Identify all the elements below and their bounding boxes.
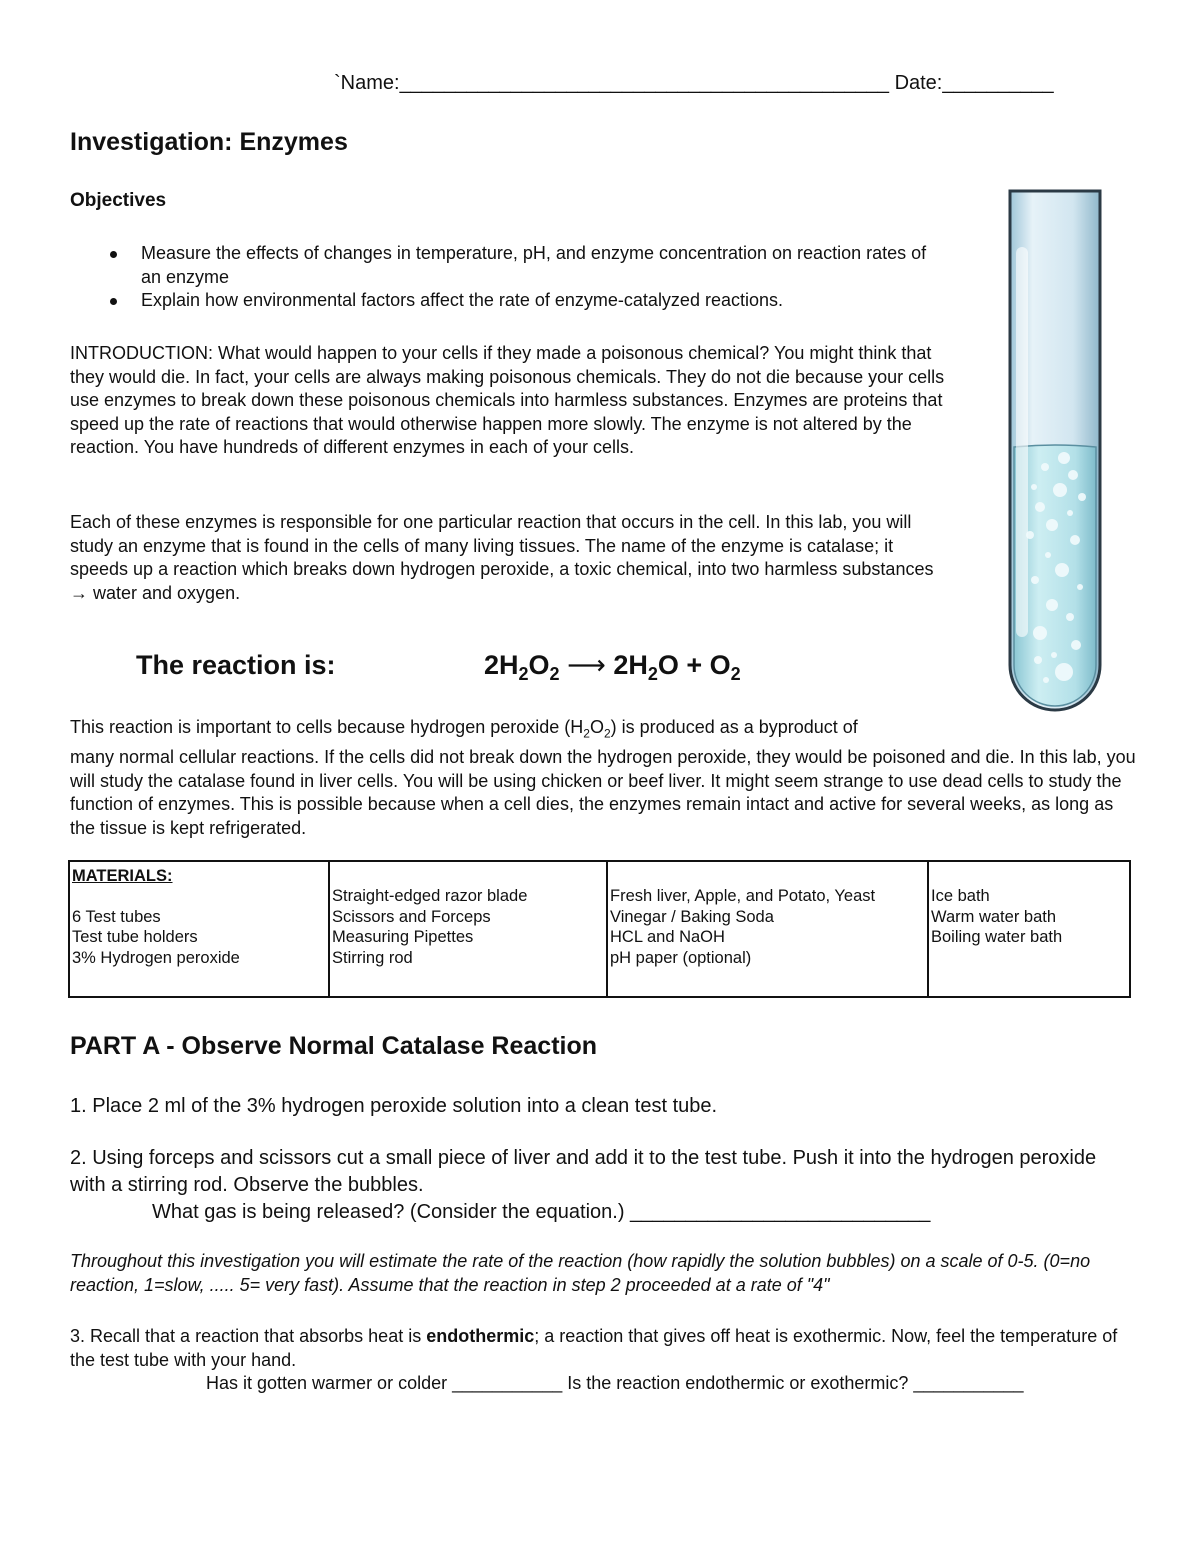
- materials-heading: MATERIALS:: [72, 867, 173, 885]
- step-1: 1. Place 2 ml of the 3% hydrogen peroxide solution into a clean test tube.: [70, 1095, 718, 1117]
- catalase-paragraph: Each of these enzymes is responsible for one particular reaction that occurs in the cell. In this lab, you will study an enzyme that is found in the cells of many living tissues. The name of the enzyme is catalase; it speeds up a reaction which breaks down hydrogen peroxide, a toxic chemical, into two harmless substances → water and oxygen.: [70, 512, 934, 603]
- date-blank[interactable]: __________: [942, 72, 1054, 94]
- reaction-equation: $2H_2O_2$ ⟶ $2H_2O + O_2$: [484, 650, 741, 684]
- reaction-importance-paragraph: This reaction is important to cells because hydrogen peroxide $(H_2O_2)$ is produced as a byproduct of many normal cellular reactions. If the cells did not break down the hydrogen peroxide, they would be poisoned and die. In this lab, you will study the catalase found in liver cells. You will be using chicken or beef liver. It might seem strange to use dead cells to study the function of enzymes. This is possible because when a cell dies, the enzymes remain intact and active for several weeks, as long as the tissue is kept refrigerated.: [70, 717, 1136, 838]
- reaction-label: The reaction is:: [136, 650, 336, 680]
- list-item: HCL and NaOH: [610, 928, 725, 946]
- bullet-icon: [110, 251, 117, 258]
- name-label: `Name:: [334, 72, 400, 94]
- materials-col-1: [69, 861, 329, 997]
- introduction-paragraph: INTRODUCTION: What would happen to your cells if they made a poisonous chemical? You might think that they would die. In fact, your cells are always making poisonous chemicals. They do not die because your cells use enzymes to break down these poisonous chemicals into harmless substances. Enzymes are proteins that speed up the rate of reactions that would otherwise happen more slowly. The enzyme is not altered by the reaction. You have hundreds of different enzymes in each of your cells.: [70, 343, 945, 458]
- list-item: Warm water bath: [931, 907, 1057, 926]
- name-blank[interactable]: ____________________________________________: [399, 72, 889, 94]
- test-tube-icon: [1000, 185, 1110, 725]
- date-label: Date:: [894, 72, 943, 94]
- objectives-list: [70, 242, 950, 313]
- list-item: Ice bath: [931, 887, 990, 905]
- list-item: pH paper (optional): [610, 948, 752, 967]
- list-item: Straight-edged razor blade: [332, 887, 528, 905]
- list-item: Measuring Pipettes: [332, 928, 474, 946]
- arrow-icon: ⟶: [567, 650, 606, 680]
- materials-col-2: [329, 861, 607, 997]
- list-item: Scissors and Forceps: [332, 907, 491, 926]
- step-2: 2. Using forceps and scissors cut a small piece of liver and add it to the test tube. Push it into the hydrogen peroxide with a stirring rod. Observe the bubbles.: [70, 1147, 1097, 1196]
- step-3: 3. Recall that a reaction that absorbs heat is endothermic; a reaction that gives off heat is exothermic. Now, feel the temperature of the test tube with your hand.: [70, 1326, 1118, 1370]
- list-item: 6 Test tubes: [72, 907, 161, 926]
- header-name-date-line: [334, 72, 1054, 95]
- materials-col-3: [607, 861, 928, 997]
- question-warmer-colder[interactable]: Has it gotten warmer or colder ___________ Is the reaction endothermic or exothermic? ___________: [206, 1373, 1024, 1393]
- materials-col-4: [928, 861, 1130, 997]
- bullet-icon: [110, 298, 117, 305]
- question-gas[interactable]: What gas is being released? (Consider the equation.) ___________________________: [152, 1201, 931, 1223]
- list-item: Fresh liver, Apple, and Potato, Yeast: [610, 887, 876, 905]
- materials-table: [68, 860, 1131, 998]
- page-title: Investigation: Enzymes: [70, 128, 348, 156]
- list-item: 3% Hydrogen peroxide: [72, 948, 240, 967]
- endothermic-term: endothermic: [426, 1326, 535, 1346]
- list-item: Vinegar / Baking Soda: [610, 907, 774, 926]
- list-item: Stirring rod: [332, 948, 413, 967]
- objective-item: Explain how environmental factors affect the rate of enzyme-catalyzed reactions.: [70, 289, 950, 313]
- list-item: Test tube holders: [72, 928, 198, 946]
- objectives-heading: Objectives: [70, 190, 167, 211]
- objective-item: Measure the effects of changes in temperature, pH, and enzyme concentration on reaction rates of an enzyme: [70, 242, 950, 289]
- list-item: Boiling water bath: [931, 928, 1063, 946]
- part-a-heading: PART A - Observe Normal Catalase Reaction: [70, 1032, 598, 1060]
- rate-scale-note: Throughout this investigation you will estimate the rate of the reaction (how rapidly the solution bubbles) on a scale of 0-5. (0=no reaction, 1=slow, ..... 5= very fast). Assume that the reaction in step 2 proceeded at a rate of "4": [70, 1251, 1091, 1295]
